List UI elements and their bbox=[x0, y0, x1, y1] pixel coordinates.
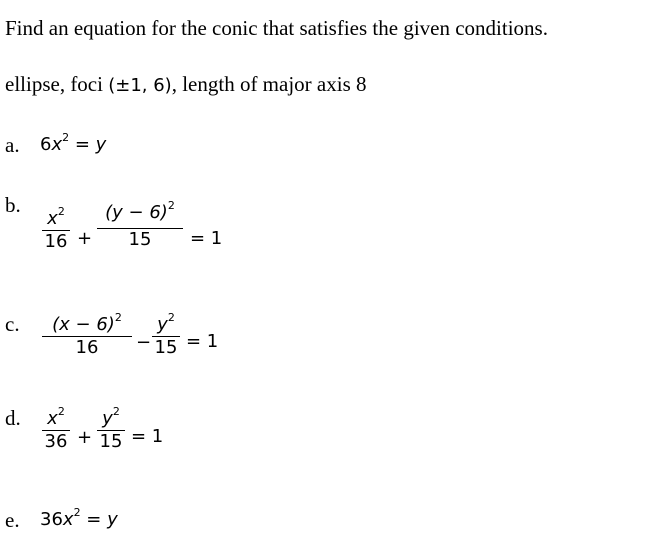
option-d-label: d. bbox=[5, 406, 21, 430]
option-c-fraction-1 bbox=[42, 311, 132, 359]
option-b-frac1-den: 16 bbox=[44, 231, 68, 252]
option-b-operator: + bbox=[77, 228, 93, 249]
option-d-frac2-den: 15 bbox=[99, 431, 123, 452]
option-c-fraction-2 bbox=[152, 311, 180, 359]
option-c-frac1-exp: 2 bbox=[114, 311, 122, 324]
conditions-foci: (±1, 6) bbox=[108, 75, 172, 96]
option-e-equation bbox=[40, 506, 118, 530]
option-d-frac2-exp: 2 bbox=[112, 405, 120, 418]
option-b-fraction-1 bbox=[42, 205, 70, 253]
option-b-fraction-2 bbox=[97, 198, 183, 251]
option-c-frac1-den: 16 bbox=[75, 337, 99, 358]
option-b-label: b. bbox=[5, 193, 21, 217]
question-prompt: Find an equation for the conic that satisfies the given conditions. bbox=[5, 16, 548, 40]
option-e-coef: 36 bbox=[40, 509, 63, 530]
option-e-exp: 2 bbox=[73, 506, 81, 519]
option-b-frac2-exp: 2 bbox=[167, 199, 175, 212]
option-e-var: x bbox=[62, 509, 74, 530]
option-e-rhs: = y bbox=[86, 509, 118, 530]
option-a-exp: 2 bbox=[62, 131, 70, 144]
option-a-rhs: = y bbox=[74, 134, 107, 155]
option-c-rhs: = 1 bbox=[186, 331, 219, 352]
option-d-fraction-2 bbox=[97, 405, 125, 453]
option-c-operator: − bbox=[136, 332, 152, 353]
option-b-frac2-num: (y − 6) bbox=[105, 202, 168, 223]
conditions-suffix: , length of major axis 8 bbox=[171, 72, 367, 96]
option-d-frac1-num: x bbox=[47, 408, 58, 429]
option-c-frac2-den: 15 bbox=[154, 337, 178, 358]
option-c-frac2-exp: 2 bbox=[167, 311, 175, 324]
option-d-operator: + bbox=[77, 427, 93, 448]
option-b-frac1-exp: 2 bbox=[57, 205, 65, 218]
option-d-frac1-den: 36 bbox=[44, 431, 68, 452]
option-b-frac1-num: x bbox=[47, 208, 58, 229]
option-d-frac1-exp: 2 bbox=[57, 405, 65, 418]
option-d-rhs: = 1 bbox=[131, 426, 164, 447]
option-b-rhs: = 1 bbox=[190, 228, 223, 249]
option-b-frac2-den: 15 bbox=[128, 229, 152, 250]
option-a-coef: 6 bbox=[40, 134, 52, 155]
option-d-fraction-1 bbox=[42, 405, 70, 453]
option-c-label: c. bbox=[5, 312, 20, 336]
option-e-label: e. bbox=[5, 508, 20, 532]
conditions-prefix: ellipse, foci bbox=[5, 72, 109, 96]
option-a-var: x bbox=[51, 134, 63, 155]
option-a-equation bbox=[40, 131, 107, 155]
question-conditions bbox=[5, 72, 367, 96]
option-a-label: a. bbox=[5, 133, 20, 157]
option-d-frac2-num: y bbox=[102, 408, 113, 429]
option-c-frac1-num: (x − 6) bbox=[52, 314, 115, 335]
option-c-frac2-num: y bbox=[157, 314, 168, 335]
